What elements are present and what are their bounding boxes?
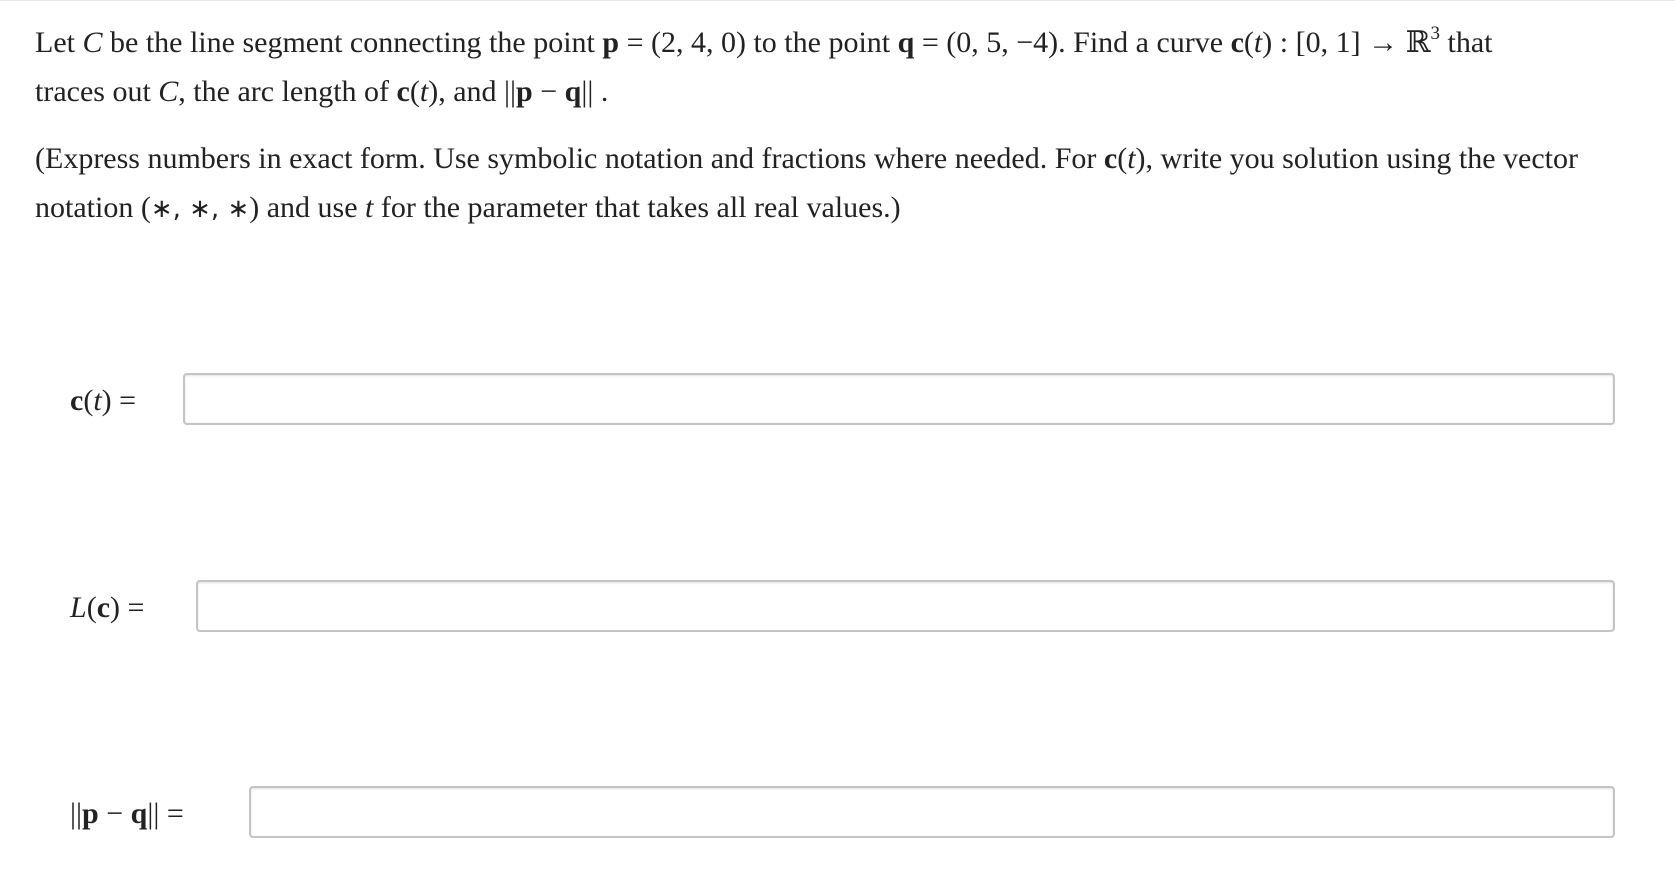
text: be the line segment connecting the point: [102, 26, 603, 59]
text: ), write you solution using the vector: [1135, 142, 1578, 175]
text: ), and ||: [428, 75, 517, 108]
text: ) =: [101, 384, 137, 417]
vec-c: c: [1230, 26, 1244, 59]
text: ) =: [110, 591, 145, 624]
var-C: C: [158, 75, 179, 108]
text: ||: [70, 797, 83, 830]
problem-line-2: [35, 67, 1675, 116]
vec-c: c: [1103, 142, 1118, 175]
text: (: [1243, 26, 1254, 59]
answer-label-curve: [70, 373, 136, 429]
text: (: [409, 75, 420, 108]
var-L: L: [70, 591, 87, 624]
vec-p: p: [602, 26, 620, 59]
text: (: [1117, 142, 1128, 175]
distance-answer-input[interactable]: [249, 786, 1615, 838]
text: for the parameter that takes all real values.): [373, 191, 901, 224]
text: (Express numbers in exact form. Use symbolic notation and fractions where needed. For: [35, 142, 1104, 175]
text: ) and use: [249, 191, 366, 224]
vec-c: c: [396, 75, 410, 108]
problem-statement: [35, 18, 1675, 234]
var-t: t: [1127, 142, 1136, 175]
answer-label-distance: [70, 786, 184, 842]
var-t: t: [365, 191, 374, 224]
problem-line-3: [35, 134, 1675, 183]
var-t: t: [419, 75, 429, 108]
text: = (2, 4, 0) to the point: [619, 26, 898, 59]
arc-length-answer-input[interactable]: [196, 580, 1615, 632]
vec-q: q: [564, 75, 582, 108]
text: notation (: [35, 191, 151, 224]
text: −: [532, 75, 565, 108]
text: that: [1440, 26, 1493, 59]
text: ) : [0, 1] → ℝ: [1262, 26, 1431, 59]
vec-p: p: [516, 75, 533, 108]
var-t: t: [93, 384, 102, 417]
text: || =: [147, 797, 184, 830]
top-divider: [0, 0, 1675, 1]
text: , the arc length of: [178, 75, 397, 108]
vec-p: p: [82, 797, 99, 830]
curve-answer-input[interactable]: [183, 373, 1615, 425]
text: −: [98, 797, 131, 830]
var-t: t: [1253, 26, 1263, 59]
text: || .: [581, 75, 609, 108]
problem-line-4: [35, 183, 1675, 234]
text: (: [83, 384, 94, 417]
text: Let: [35, 26, 83, 59]
text: traces out: [35, 75, 159, 108]
answer-row-curve: [0, 373, 1675, 429]
vec-q: q: [897, 26, 915, 59]
text: (: [86, 591, 97, 624]
text: = (0, 5, −4). Find a curve: [914, 26, 1231, 59]
vec-c: c: [70, 384, 84, 417]
vector-notation-stars: ∗, ∗, ∗: [150, 194, 250, 224]
var-C: C: [82, 26, 103, 59]
problem-line-1: [35, 18, 1675, 67]
answer-label-arc-length: [70, 580, 144, 636]
vec-q: q: [130, 797, 148, 830]
answer-row-distance: [0, 786, 1675, 842]
exponent: 3: [1430, 23, 1441, 44]
answer-row-arc-length: [0, 580, 1675, 636]
vec-c: c: [96, 591, 111, 624]
